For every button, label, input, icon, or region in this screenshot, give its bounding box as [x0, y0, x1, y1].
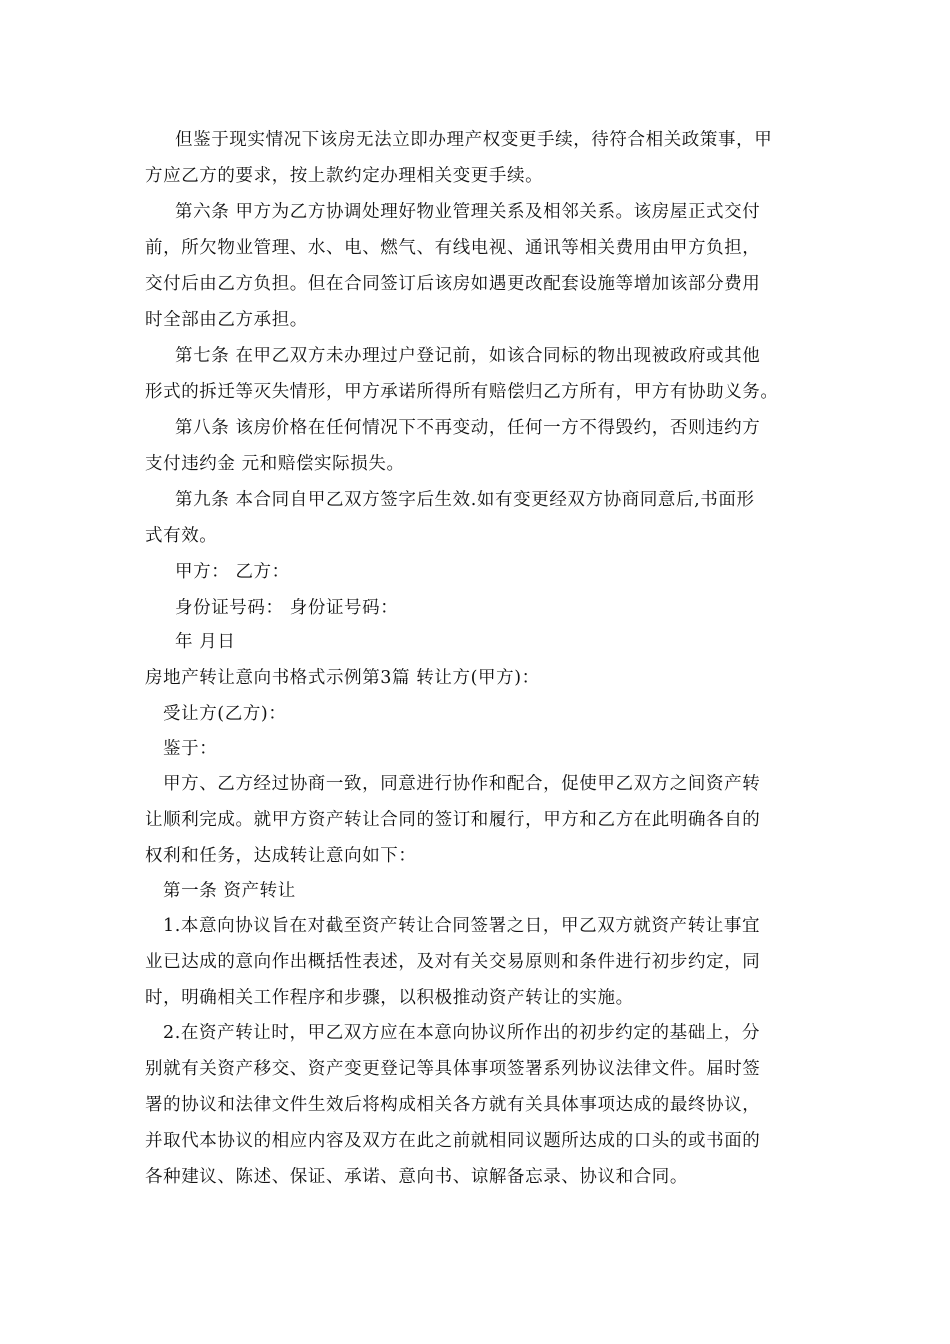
- text-line: 第九条 本合同自甲乙双方签字后生效.如有变更经双方协商同意后,书面形: [175, 490, 755, 510]
- text-line: 第八条 该房价格在任何情况下不再变动，任何一方不得毁约，否则违约方: [175, 418, 761, 438]
- text-line: 身份证号码： 身份证号码：: [175, 598, 399, 618]
- text-line: 署的协议和法律文件生效后将构成相关各方就有关具体事项达成的最终协议，: [145, 1095, 761, 1115]
- text-line: 2.在资产转让时，甲乙双方应在本意向协议所作出的初步约定的基础上，分: [163, 1023, 761, 1043]
- text-line: 方应乙方的要求，按上款约定办理相关变更手续。: [145, 166, 544, 186]
- text-line: 甲方、乙方经过协商一致，同意进行协作和配合，促使甲乙双方之间资产转: [163, 774, 761, 794]
- text-line: 形式的拆迁等灭失情形，甲方承诺所得所有赔偿归乙方所有，甲方有协助义务。: [145, 382, 779, 402]
- text-line: 式有效。: [145, 526, 218, 546]
- text-line: 鉴于：: [163, 739, 218, 759]
- text-line: 业已达成的意向作出概括性表述，及对有关交易原则和条件进行初步约定，同: [145, 952, 761, 972]
- text-line: 甲方： 乙方：: [175, 562, 290, 582]
- text-line: 并取代本协议的相应内容及双方在此之前就相同议题所达成的口头的或书面的: [145, 1131, 761, 1151]
- text-line: 让顺利完成。就甲方资产转让合同的签订和履行，甲方和乙方在此明确各自的: [145, 810, 761, 830]
- text-line: 年 月日: [175, 632, 236, 652]
- text-line: 别就有关资产移交、资产变更登记等具体事项签署系列协议法律文件。届时签: [145, 1059, 761, 1079]
- text-line: 第六条 甲方为乙方协调处理好物业管理关系及相邻关系。该房屋正式交付: [175, 202, 761, 222]
- text-line: 权利和任务，达成转让意向如下：: [145, 846, 417, 866]
- text-line: 各种建议、陈述、保证、承诺、意向书、谅解备忘录、协议和合同。: [145, 1167, 688, 1187]
- text-line: 1.本意向协议旨在对截至资产转让合同签署之日，甲乙双方就资产转让事宜: [163, 916, 761, 936]
- text-line: 时全部由乙方承担。: [145, 310, 308, 330]
- text-line: 前，所欠物业管理、水、电、燃气、有线电视、通讯等相关费用由甲方负担，: [145, 238, 761, 258]
- text-line: 第一条 资产转让: [163, 881, 296, 901]
- text-line: 时，明确相关工作程序和步骤，以积极推动资产转让的实施。: [145, 988, 634, 1008]
- text-line: 受让方(乙方)：: [163, 704, 287, 724]
- text-line: 第七条 在甲乙双方未办理过户登记前，如该合同标的物出现被政府或其他: [175, 346, 761, 366]
- text-line: 支付违约金 元和赔偿实际损失。: [145, 454, 405, 474]
- section-heading: 房地产转让意向书格式示例第3篇 转让方(甲方)：: [145, 668, 540, 688]
- text-line: 但鉴于现实情况下该房无法立即办理产权变更手续，待符合相关政策事，甲: [175, 130, 773, 150]
- text-line: 交付后由乙方负担。但在合同签订后该房如遇更改配套设施等增加该部分费用: [145, 274, 761, 294]
